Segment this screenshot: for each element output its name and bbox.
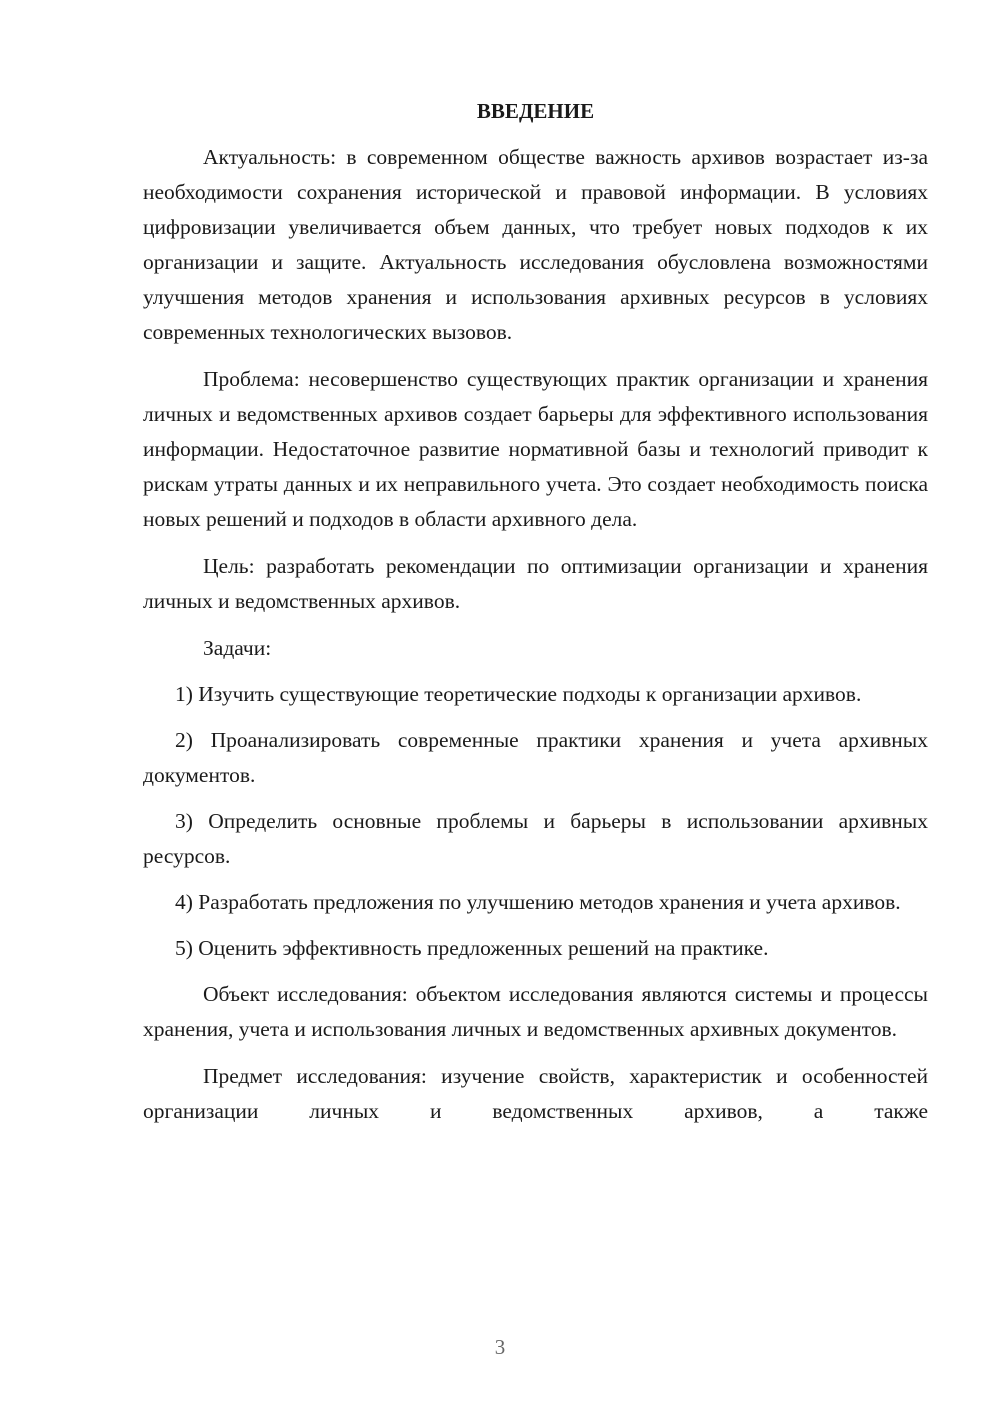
list-item: 2) Проанализировать современные практики хранения и учета архивных документов. (143, 728, 928, 787)
paragraph-goal: Цель: разработать рекомендации по оптимизации организации и хранения личных и ведомственных архивов. (143, 554, 928, 613)
list-item: 5) Оценить эффективность предложенных решений на практике. (175, 936, 769, 960)
paragraph-problem: Проблема: несовершенство существующих практик организации и хранения личных и ведомственных архивов создает барьеры для эффективного использования информации. Недостаточное развитие нормативной базы и технологий приводит к рискам утраты данных и их неправильного учета. Это создает необходимость поиска новых решений и подходов в области архивного дела. (143, 367, 928, 531)
page-number: 3 (494, 1335, 506, 1359)
paragraph-object: Объект исследования: объектом исследования являются системы и процессы хранения, учета и использования личных и ведомственных архивных документов. (143, 982, 928, 1041)
list-item: 1) Изучить существующие теоретические подходы к организации архивов. (175, 682, 862, 706)
list-item: 3) Определить основные проблемы и барьеры в использовании архивных ресурсов. (143, 809, 928, 868)
list-item: 4) Разработать предложения по улучшению методов хранения и учета архивов. (175, 890, 901, 914)
document-page (143, 96, 928, 1141)
tasks-label: Задачи: (203, 636, 272, 660)
page-title: ВВЕДЕНИЕ (476, 99, 595, 123)
paragraph-relevance: Актуальность: в современном обществе важность архивов возрастает из-за необходимости сохранения исторической и правовой информации. В условиях цифровизации увеличивается объем данных, что требует новых подходов к их организации и защите. Актуальность исследования обусловлена возможностями улучшения методов хранения и использования архивных ресурсов в условиях современных технологических вызовов. (143, 145, 928, 344)
paragraph-subject: Предмет исследования: изучение свойств, характеристик и особенностей организации личных и ведомственных архивов, а также (143, 1064, 928, 1123)
tasks-list (143, 677, 928, 966)
